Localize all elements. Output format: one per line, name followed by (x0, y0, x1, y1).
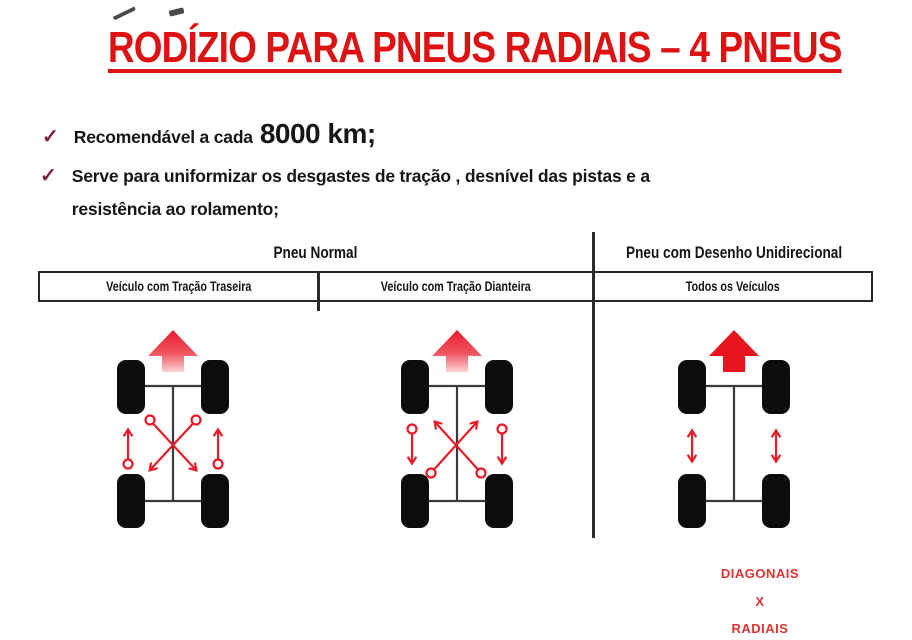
forward-direction-arrow-icon (709, 330, 759, 372)
bullet-text-line1: Serve para uniformizar os desgastes de tração , desnível das pistas e a (71, 166, 650, 186)
table-divider-column1-2 (317, 271, 320, 311)
footnote-line: X (755, 593, 765, 609)
column-header-todos-veiculos: Todos os Veículos (685, 279, 780, 294)
car-diagram-unidirectional (654, 325, 814, 540)
scan-artifact-mark (168, 7, 184, 16)
page-title: RODÍZIO PARA PNEUS RADIAIS – 4 PNEUS (107, 23, 842, 72)
bullet-purpose (40, 160, 650, 226)
car-diagram-rear-traction (93, 325, 253, 540)
group-header-pneu-normal: Pneu Normal (273, 243, 358, 262)
bullet-emphasis-8000km: 8000 km; (259, 118, 376, 149)
group-header-unidirecional: Pneu com Desenho Unidirecional (625, 243, 843, 262)
footnote-diagonais-x-radiais (698, 560, 822, 640)
table-divider-column2-3 (592, 232, 595, 538)
checkmark-icon: ✓ (42, 126, 59, 148)
car-chassis (145, 386, 201, 501)
car-chassis (706, 386, 762, 501)
title-row (38, 23, 878, 72)
column-header-tracao-traseira: Veículo com Tração Traseira (105, 279, 252, 294)
scan-artifact-mark (108, 0, 136, 21)
bullet-text-block (72, 160, 650, 226)
forward-direction-arrow-icon (432, 330, 482, 372)
column-header-tracao-dianteira: Veículo com Tração Dianteira (380, 279, 531, 294)
footnote-line: RADIAIS (731, 621, 789, 636)
checkmark-icon: ✓ (40, 165, 57, 187)
car-diagram-front-traction (377, 325, 537, 540)
table-subheader-row (38, 271, 873, 302)
bullet-text-line2: resistência ao rolamento; (71, 199, 279, 219)
bullet-text: Recomendável a cada (73, 127, 253, 147)
footnote-line: DIAGONAIS (720, 566, 800, 581)
forward-direction-arrow-icon (148, 330, 198, 372)
bullet-recommended-interval (42, 118, 376, 150)
